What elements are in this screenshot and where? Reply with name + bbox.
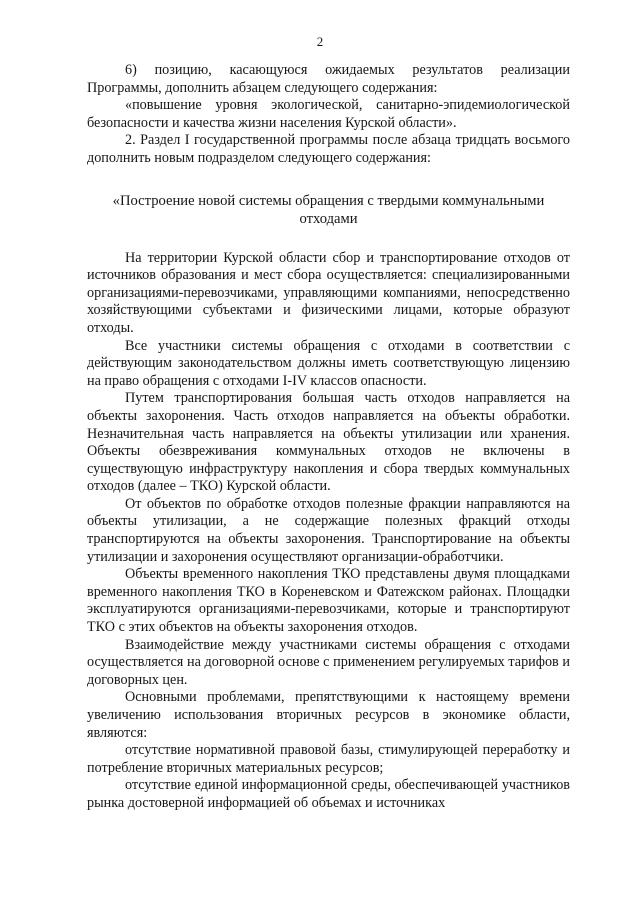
paragraph-interaction: Взаимодействие между участниками системы обращения с отходами осуществляется на договорной основе с применением регулируемых тарифов и договорных цен. [87,636,570,688]
paragraph-problem-information: отсутствие единой информационной среды, обеспечивающей участников рынка достоверной информацией об объемах и источниках [87,777,570,811]
paragraph-problem-legal-base: отсутствие нормативной правовой базы, стимулирующей переработку и потребление вторичных материальных ресурсов; [87,742,570,776]
page-number: 2 [316,34,324,49]
paragraph-processing: От объектов по обработке отходов полезные фракции направляются на объекты утилизации, а не содержащие полезных фракций отходы транспортируются на объекты захоронения. Транспортирование на объекты утилизации и захоронения осуществляют организации-обработчики. [87,495,570,565]
paragraph-section-addition: 2. Раздел I государственной программы после абзаца тридцать восьмого дополнить новым подразделом следующего содержания: [87,132,570,166]
paragraph-transport: Путем транспортирования большая часть отходов направляется на объекты захоронения. Часть отходов направляется на объекты обработки. Незначительная часть направляется на объекты утилизации или хранения. Объекты обезвреживания коммунальных отходов не включены в существующую инфраструктуру накопления и сбора твердых коммунальных отходов (далее – ТКО) Курской области. [87,390,570,495]
paragraph-temporary-storage: Объекты временного накопления ТКО представлены двумя площадками временного накопления ТКО в Кореневском и Фатежском районах. Площадки эксплуатируются организациями-перевозчиками, которые и транспортируют ТКО с этих объектов на объекты захоронения отходов. [87,566,570,636]
paragraph-program-results: 6) позицию, касающуюся ожидаемых результатов реализации Программы, дополнить абзацем следующего содержания: [87,62,570,96]
section-heading: «Построение новой системы обращения с твердыми коммунальными отходами [112,192,545,227]
paragraph-collection: На территории Курской области сбор и транспортирование отходов от источников образования и мест сбора осуществляется: специализированными организациями-перевозчиками, управляющими компаниями, непосредственно хозяйствующими субъектами и физическими лицами, которые образуют отходы. [87,249,570,336]
paragraph-licensing: Все участники системы обращения с отходами в соответствии с действующим законодательством должны иметь соответствующую лицензию на право обращения с отходами I-IV классов опасности. [87,337,570,389]
paragraph-main-problems: Основными проблемами, препятствующими к настоящему времени увеличению использования вторичных ресурсов в экономике области, являются: [87,689,570,741]
paragraph-quote-safety: «повышение уровня экологической, санитарно-эпидемиологической безопасности и качества жизни населения Курской области». [87,97,570,131]
document-body [87,62,570,813]
